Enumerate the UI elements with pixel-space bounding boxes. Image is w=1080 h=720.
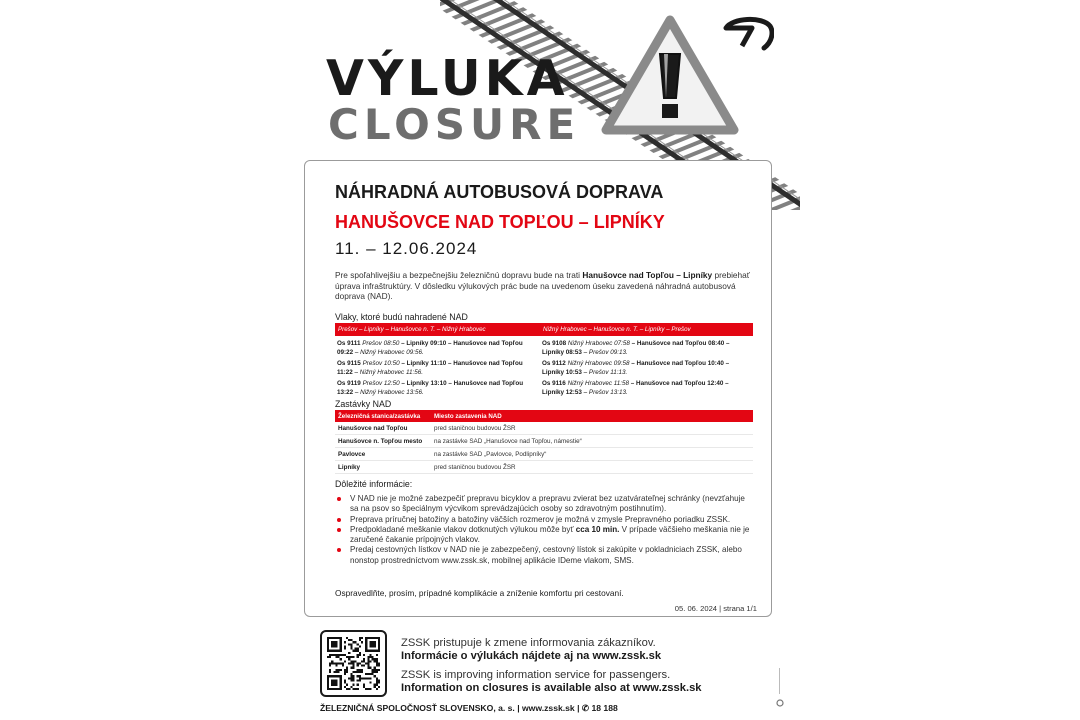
notice-heading: NÁHRADNÁ AUTOBUSOVÁ DOPRAVA — [335, 182, 664, 202]
side-mark-icon — [776, 668, 784, 708]
qr-code[interactable] — [320, 630, 387, 697]
info-en-line1: ZSSK is improving information service for passengers. — [401, 669, 671, 681]
info-en-line2[interactable]: Information on closures is available also at www.zssk.sk — [401, 682, 702, 694]
table-row: Pavlovce na zastávke SAD „Pavlovce, Podlipníky“ — [335, 448, 753, 461]
zssk-logo — [722, 16, 774, 52]
notice-card — [304, 160, 772, 617]
stops-header-place: Miesto zastavenia NAD — [434, 412, 502, 420]
table-row: Hanušovce nad Topľou pred staničnou budovou ŽSR — [335, 422, 753, 435]
train-entry: Os 9112 Nižný Hrabovec 09:58 – Hanušovce nad Topľou 10:40 – Lipníky 10:53 – Prešov 11:13. — [542, 360, 730, 376]
company-footer: ŽELEZNIČNÁ SPOLOČNOSŤ SLOVENSKO, a. s. | www.zssk.sk | ✆ 18 188 — [320, 703, 618, 713]
notes-list — [335, 494, 755, 566]
stops-header-station: Železničná stanica/zastávka — [338, 412, 421, 420]
train-entry: Os 9119 Prešov 12:50 – Lipníky 13:10 – Hanušovce nad Topľou 13:22 – Nižný Hrabovec 13:56. — [337, 380, 524, 396]
trains-label: Vlaky, ktoré budú nahradené NAD — [335, 312, 468, 322]
notice-dates: 11. – 12.06.2024 — [335, 239, 478, 258]
train-entry: Os 9111 Prešov 08:50 – Lipníky 09:10 – Hanušovce nad Topľou 09:22 – Nižný Hrabovec 09:56. — [337, 340, 523, 356]
notes-label: Dôležité informácie: — [335, 479, 413, 489]
direction-right: Nižný Hrabovec – Hanušovce n. T. – Lipníky – Prešov — [543, 326, 691, 333]
stops-table-header — [335, 410, 753, 422]
direction-left: Prešov – Lipníky – Hanušovce n. T. – Nižný Hrabovec — [338, 326, 486, 333]
qr-code-graphic — [327, 637, 380, 690]
list-item: Predpokladané meškanie vlakov dotknutých výlukou môže byť cca 10 min. V prípade väčšieho meškania nie je zaručené čakanie prípojných vlakov. — [335, 525, 755, 546]
train-entry: Os 9116 Nižný Hrabovec 11:58 – Hanušovce nad Topľou 12:40 – Lipníky 12:53 – Prešov 13:13. — [542, 380, 729, 396]
notice-intro: Pre spoľahlivejšiu a bezpečnejšiu železničnú dopravu bude na trati Hanušovce nad Topľou – Lipníky prebiehať úprava infraštruktúry. V dôsledku výlukových prác bude na uvedenom úseku zavedená náhradná autobusová doprava (NAD). — [335, 270, 750, 301]
train-entry: Os 9108 Nižný Hrabovec 07:58 – Hanušovce nad Topľou 08:40 – Lipníky 08:53 – Prešov 09:13. — [542, 340, 730, 356]
info-sk-line2[interactable]: Informácie o výlukách nájdete aj na www.zssk.sk — [401, 650, 662, 662]
table-row: Lipníky pred staničnou budovou ŽSR — [335, 461, 753, 474]
info-sk-line1: ZSSK pristupuje k zmene informovania zákazníkov. — [401, 637, 656, 649]
trains-direction-bar — [335, 323, 753, 336]
list-item: V NAD nie je možné zabezpečiť prepravu bicyklov a prepravu zvierat bez uzatvárateľnej schránky (nevzťahuje sa na psov so špeciálnym výcvikom sprevádzajúcich osoby so zdravotným postihnutím). — [335, 494, 755, 515]
hero-subtitle: CLOSURE — [328, 100, 581, 149]
list-item: Preprava príručnej batožiny a batožiny väčších rozmerov je možná v zmysle Prepravného poriadku ZSSK. — [335, 515, 755, 525]
apology-text: Ospravedlňte, prosím, prípadné komplikácie a zníženie komfortu pri cestovaní. — [335, 588, 624, 598]
list-item: Predaj cestovných lístkov v NAD nie je zabezpečený, cestovný lístok si zakúpite v pokladniciach ZSSK, alebo nonstop prostredníctvom www.zssk.sk, mobilnej aplikácie IDeme vlakom, SMS. — [335, 545, 755, 566]
stops-label: Zastávky NAD — [335, 399, 392, 409]
page-footer: 05. 06. 2024 | strana 1/1 — [674, 604, 757, 613]
hero-title: VÝLUKA — [326, 50, 569, 107]
table-row: Hanušovce n. Topľou mesto na zastávke SAD „Hanušovce nad Topľou, námestie“ — [335, 435, 753, 448]
notice-route: HANUŠOVCE NAD TOPĽOU – LIPNÍKY — [335, 212, 665, 232]
train-entry: Os 9115 Prešov 10:50 – Lipníky 11:10 – Hanušovce nad Topľou 11:22 – Nižný Hrabovec 11:56. — [337, 360, 523, 376]
warning-triangle-icon — [600, 14, 740, 138]
